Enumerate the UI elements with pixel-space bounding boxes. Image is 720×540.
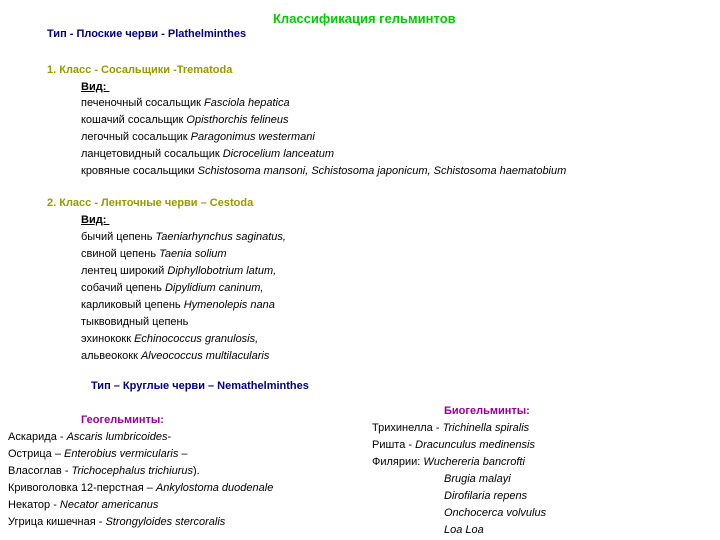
list-item: карликовый цепень Hymenolepis nana — [81, 299, 275, 311]
class1-species-list — [81, 95, 566, 180]
list-item: Onchocerca volvulus — [444, 507, 547, 519]
list-item: Трихинелла - Trichinella spiralis — [372, 422, 530, 434]
class2-species-list — [81, 229, 286, 365]
filaria-list — [444, 471, 546, 539]
class1-heading: 1. Класс - Сосальщики -Trematoda — [47, 64, 233, 76]
page-title: Классификация гельминтов — [273, 11, 456, 26]
biohelminths-list — [372, 420, 535, 471]
list-item: Dirofilaria repens — [444, 490, 528, 502]
list-item: тыквовидный цепень — [81, 316, 189, 328]
class1-species-label: Вид: — [81, 81, 110, 93]
list-item: Власоглав - Trichocephalus trichiurus). — [8, 465, 200, 477]
list-item: Угрица кишечная - Strongyloides stercoralis — [8, 516, 226, 528]
list-item: Brugia malayi — [444, 473, 511, 485]
type-flatworms-heading: Тип - Плоские черви - Plathelminthes — [47, 28, 247, 40]
list-item: легочный сосальщик Paragonimus westermani — [81, 131, 315, 143]
class2-heading: 2. Класс - Ленточные черви – Cestoda — [47, 197, 254, 209]
list-item: альвеококк Alveococcus multilacularis — [81, 350, 270, 362]
list-item: Аскарида - Ascaris lumbricoides- — [8, 431, 172, 443]
class2-species-label: Вид: — [81, 214, 110, 226]
biohelminths-heading: Биогельминты: — [444, 405, 530, 417]
list-item: лентец широкий Diphyllobotrium latum, — [81, 265, 277, 277]
type-roundworms-heading: Тип – Круглые черви – Nemathelminthes — [91, 380, 309, 392]
geohelminths-list — [8, 429, 273, 531]
list-item: Кривоголовка 12-перстная – Ankylostoma duodenale — [8, 482, 274, 494]
list-item: кровяные сосальщики Schistosoma mansoni, Schistosoma japonicum, Schistosoma haematobium — [81, 165, 567, 177]
list-item: Некатор - Necator americanus — [8, 499, 159, 511]
geohelminths-heading: Геогельминты: — [81, 414, 164, 426]
list-item: Филярии: Wuchereria bancrofti — [372, 456, 525, 468]
list-item: ланцетовидный сосальщик Dicrocelium lanceatum — [81, 148, 334, 160]
list-item: печеночный сосальщик Fasciola hepatica — [81, 97, 290, 109]
list-item: эхинококк Echinococcus granulosis, — [81, 333, 259, 345]
list-item: Loa Loa — [444, 524, 484, 536]
list-item: Ришта - Dracunculus medinensis — [372, 439, 535, 451]
list-item: собачий цепень Dipylidium caninum, — [81, 282, 264, 294]
list-item: свиной цепень Taenia solium — [81, 248, 227, 260]
list-item: кошачий сосальщик Opisthorchis felineus — [81, 114, 289, 126]
list-item: Острица – Enterobius vermicularis – — [8, 448, 188, 460]
list-item: бычий цепень Taeniarhynchus saginatus, — [81, 231, 286, 243]
